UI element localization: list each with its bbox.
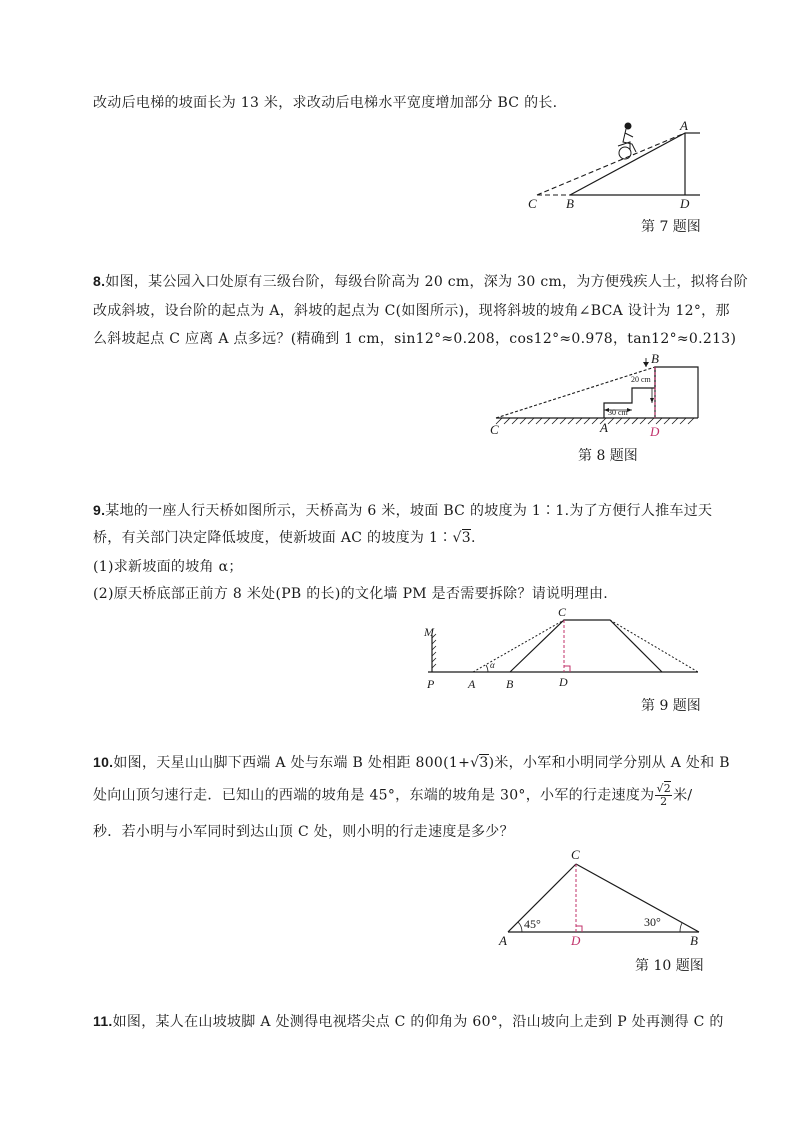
q8-text-line2: 改成斜坡，设台阶的起点为 A，斜坡的起点为 C(如图所示)，现将斜坡的坡角∠BCA 设计为 12°，那 [93,303,730,319]
q9-label-alpha: α [490,660,495,670]
q10-label-30: 30° [644,915,661,929]
q8-label-D: D [650,424,660,439]
q7-label-A: A [680,118,688,133]
fraction-sqrt2-over-2: $\frac{√2}{2}$ [656,782,672,808]
q8-text-line3: 么斜坡起点 C 应离 A 点多远？(精确到 1 cm，sin12°≈0.208，cos12°≈0.978，tan12°≈0.213) [93,331,737,347]
q10-label-45: 45° [524,917,541,931]
q9-label-B: B [506,677,514,691]
q10-text-line1: 10.如图，天星山山脚下西端 A 处与东端 B 处相距 800(1+√3)米，小军和小明同学分别从 A 处和 B [93,754,730,771]
q9-label-C: C [558,605,567,619]
q9-text-line1: 9.某地的一座人行天桥如图所示，天桥高为 6 米，坡面 BC 的坡度为 1∶1.为了方便行人推车过天 [93,502,713,519]
q9-number: 9. [93,502,106,518]
q10-caption: 第 10 题图 [635,958,704,974]
q8-text-line1: 8.如图，某公园入口处原有三级台阶，每级台阶高为 20 cm，深为 30 cm，为方便残疾人士，拟将台阶 [93,273,748,290]
q10-label-B: B [690,933,698,948]
q9-figure [418,606,703,692]
q10-text-line2: 处向山顶匀速行走．已知山的西端的坡角是 45°，东端的坡角是 30°，小军的行走速度为 $\frac{√2}{2}$ 米/ [93,782,693,808]
q9-label-P: P [427,677,435,691]
q11-text-line1: 11.如图，某人在山坡坡脚 A 处测得电视塔尖点 C 的仰角为 60°，沿山坡向上走到 P 处再测得 C 的 [93,1013,724,1030]
q7-label-D: D [680,196,690,211]
q7-figure [520,118,705,214]
sqrt-icon: √ [656,782,664,795]
q10-label-D: D [571,933,581,948]
q10-number: 10. [93,754,114,770]
q11-number: 11. [93,1013,113,1029]
q8-dim-20cm: 20 cm [631,375,651,384]
q9-label-A: A [468,677,476,691]
q8-label-C: C [490,422,499,437]
q9-sub1: (1)求新坡面的坡角 α； [93,559,243,575]
q8-number: 8. [93,273,106,289]
q10-figure [494,844,706,952]
q8-label-A: A [600,420,608,435]
q9-label-M: M [424,625,434,639]
q9-label-D: D [559,675,568,689]
q7-label-C: C [528,196,537,211]
q8-label-B: B [651,351,659,366]
wheelchair-user-icon [618,123,636,159]
q10-label-A: A [499,933,507,948]
q8-figure [486,352,706,440]
q7-text-line1: 改动后电梯的坡面长为 13 米，求改动后电梯水平宽度增加部分 BC 的长. [93,95,558,111]
q7-label-B: B [566,196,574,211]
q9-text-line2: 桥，有关部门决定降低坡度，使新坡面 AC 的坡度为 1∶√3. [93,530,476,546]
q9-caption: 第 9 题图 [641,698,701,714]
q8-dim-30cm: 30 cm [608,408,628,417]
q9-sub2: (2)原天桥底部正前方 8 米处(PB 的长)的文化墙 PM 是否需要拆除？请说明理由. [93,586,609,602]
q7-caption: 第 7 题图 [641,219,701,235]
sqrt-icon: √ [470,755,480,771]
q10-label-C: C [571,847,580,862]
q8-caption: 第 8 题图 [578,448,638,464]
sqrt-icon: √ [452,530,462,546]
q10-text-line3: 秒．若小明与小军同时到达山顶 C 处，则小明的行走速度是多少？ [93,824,514,840]
